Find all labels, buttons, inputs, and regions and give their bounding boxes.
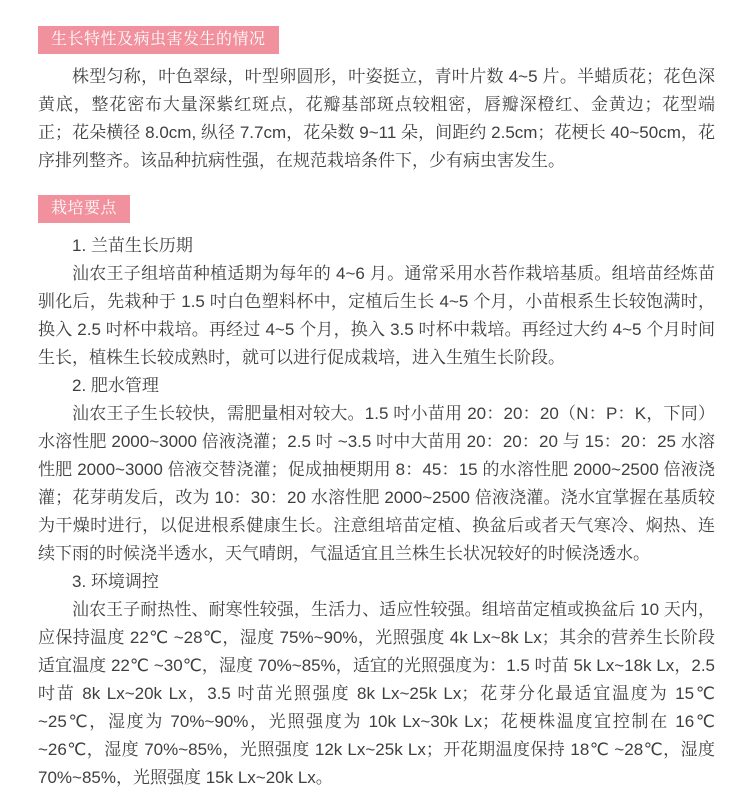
section-badge-cultivation: 栽培要点 [38,195,130,223]
paragraph-fertilizer-water-management: 汕农王子生长较快，需肥量相对较大。1.5 吋小苗用 20：20：20（N：P：K，下同）水溶性肥 2000~3000 倍液浇灌；2.5 吋 ~3.5 吋中大苗用 20：20：20 与 15：20：25 水溶性肥 2000~3000 倍液交替浇灌；促成抽梗期用 8：45：15 的水溶性肥 2000~2500 倍液浇灌；花芽萌发后，改为 10：30：20 水溶性肥 2000~2500 倍液浇灌。浇水宜掌握在基质较为干燥时进行，以促进根系健康生长。注意组培苗定植、换盆后或者天气寒冷、焖热、连续下雨的时候浇半透水，天气晴朗，气温适宜且兰株生长状况较好的时候浇透水。 [38,404,715,563]
section-cultivation-body [38,232,715,792]
section-badge-growth: 生长特性及病虫害发生的情况 [38,26,279,54]
paragraph-environment-control: 汕农王子耐热性、耐寒性较强，生活力、适应性较强。组培苗定植或换盆后 10 天内，应保持温度 22℃ ~28℃，湿度 75%~90%，光照强度 4k Lx~8k Lx；其余的营养生长阶段适宜温度 22℃ ~30℃，湿度 70%~85%，适宜的光照强度为：1.5 吋苗 5k Lx~18k Lx，2.5 吋苗 8k Lx~20k Lx，3.5 吋苗光照强度 8k Lx~25k Lx；花芽分化最适宜温度为 15℃ ~25℃，湿度为 70%~90%，光照强度为 10k Lx~30k Lx；花梗株温度宜控制在 16℃ ~26℃，湿度 70%~85%，光照强度 12k Lx~25k Lx；开花期温度保持 18℃ ~28℃，湿度 70%~85%，光照强度 15k Lx~20k Lx。 [38,600,715,787]
section-growth-body [38,63,715,175]
section-growth-characteristics [38,26,715,175]
subheading-seedling-growth-period: 1. 兰苗生长历期 [72,236,193,255]
section-cultivation-points [38,195,715,792]
paragraph-growth-description: 株型匀称，叶色翠绿，叶型卵圆形，叶姿挺立，青叶片数 4~5 片。半蜡质花；花色深黄底，整花密布大量深紫红斑点，花瓣基部斑点较粗密，唇瓣深橙红、金黄边；花型端正；花朵横径 8.0cm, 纵径 7.7cm，花朵数 9~11 朵，间距约 2.5cm；花梗长 40~50cm，花序排列整齐。该品种抗病性强，在规范栽培条件下，少有病虫害发生。 [38,67,715,170]
paragraph-seedling-growth-period: 汕农王子组培苗种植适期为每年的 4~6 月。通常采用水苔作栽培基质。组培苗经炼苗驯化后，先栽种于 1.5 吋白色塑料杯中，定植后生长 4~5 个月，小苗根系生长较饱满时，换入 2.5 吋杯中栽培。再经过 4~5 个月，换入 3.5 吋杯中栽培。再经过大约 4~5 个月时间生长，植株生长较成熟时，就可以进行促成栽培，进入生殖生长阶段。 [38,264,715,367]
subheading-fertilizer-water-management: 2. 肥水管理 [72,376,159,395]
subheading-environment-control: 3. 环境调控 [72,572,159,591]
